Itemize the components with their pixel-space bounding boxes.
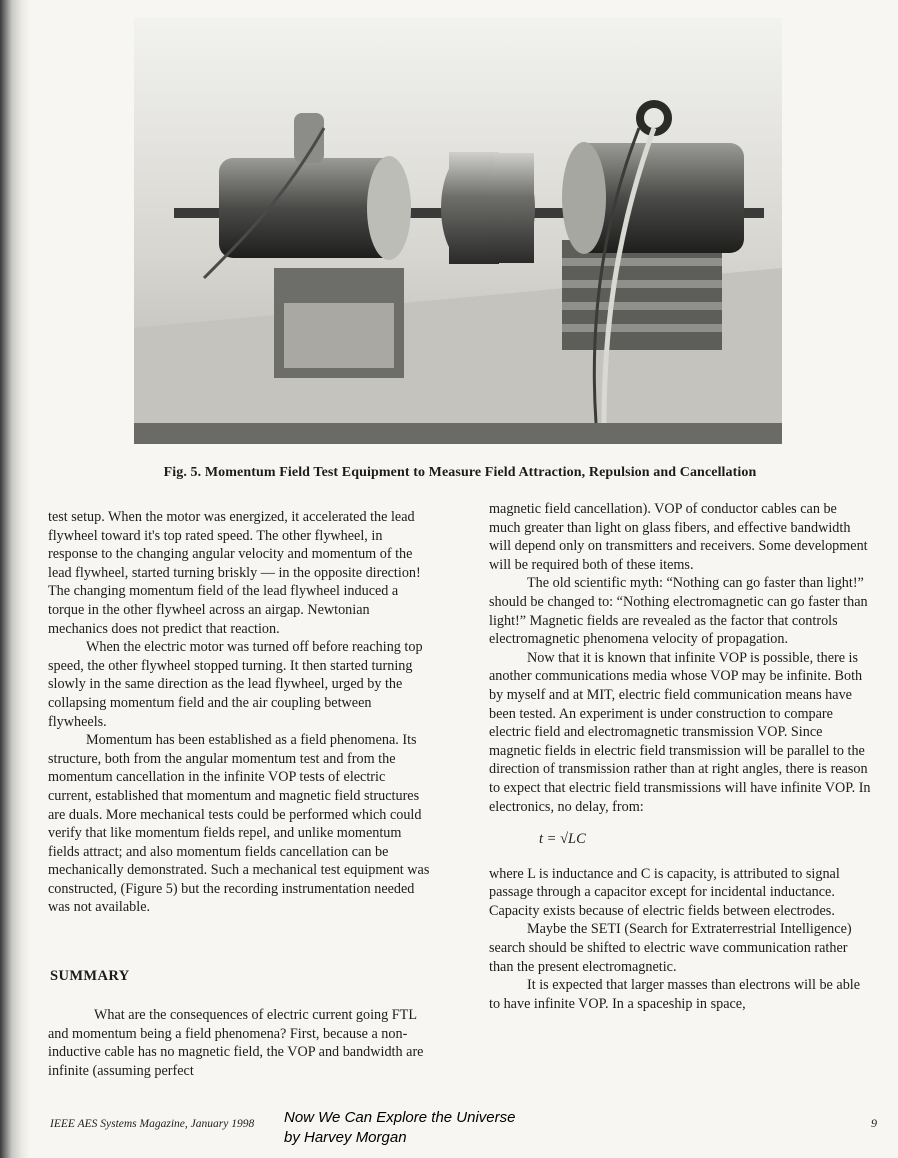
right-paragraph-6: It is expected that larger masses than electrons will be able to have infinite VOP. In a spaceship in space, xyxy=(489,977,861,1012)
page-number: 9 xyxy=(871,1116,877,1130)
right-paragraph-4: where L is inductance and C is capacity, is attributed to signal passage through a capacitor except for incidental inductance. Capacity exists because of electric fields between electrodes. xyxy=(489,865,840,919)
right-paragraph-1: magnetic field cancellation). VOP of conductor cables can be much greater than light on glass fibers, and effective bandwidth will depend only on transmitters and receivers. Some development will be required both of these items. xyxy=(489,501,868,573)
right-paragraph-5: Maybe the SETI (Search for Extraterrestrial Intelligence) search should be shifted to electric wave communication rather than the present electromagnetic. xyxy=(489,921,852,975)
summary-body xyxy=(48,1006,432,1080)
article-title: Now We Can Explore the Universe xyxy=(284,1109,516,1126)
figure-photo xyxy=(134,18,782,444)
test-equipment-photo xyxy=(134,18,782,444)
left-paragraph-3: Momentum has been established as a field phenomena. Its structure, both from the angular momentum test and from the momentum cancellation in the infinite VOP tests of electric current, established that momentum and magnetic field structures are duals. More mechanical tests could be performed which could verify that like momentum fields repel, and unlike momentum fields attract; and also momentum fields cancellation can be mechanically demonstrated. Such a mechanical test equipment was constructed, (Figure 5) but the recording instrumentation needed was not available. xyxy=(48,732,430,916)
article-author: by Harvey Morgan xyxy=(284,1129,407,1146)
left-column xyxy=(48,508,432,917)
left-paragraph-1: test setup. When the motor was energized, it accelerated the lead flywheel toward it's top rated speed. The other flywheel, in response to the changing angular velocity and momentum of the lead flywheel, started turning briskly — in the opposite direction! The changing momentum field of the lead flywheel induced a torque in the other flywheel across an airgap. Newtonian mechanics does not predict that reaction. xyxy=(48,509,421,637)
right-paragraph-3: Now that it is known that infinite VOP is possible, there is another communications media whose VOP may be infinite. Both by myself and at MIT, electric field communication means have been tested. An experiment is under construction to compare electric field and electromagnetic transmission VOP. Since magnetic fields in electric field transmission will be parallel to the direction of transmission rather than at right angles, there is reason to expect that electric field transmissions will have infinite VOP. In electronics, no delay, from: xyxy=(489,649,871,815)
article-title-overlay xyxy=(284,1108,516,1148)
figure-caption: Fig. 5. Momentum Field Test Equipment to Measure Field Attraction, Repulsion and Cancellation xyxy=(163,465,757,480)
formula: t = √LC xyxy=(539,831,586,848)
summary-heading: SUMMARY xyxy=(50,968,130,984)
left-paragraph-2: When the electric motor was turned off before reaching top speed, the other flywheel stopped turning. It then started turning slowly in the same direction as the lead flywheel, urged by the collapsing momentum field and the air coupling between flywheels. xyxy=(48,639,423,730)
summary-paragraph: What are the consequences of electric current going FTL and momentum being a field phenomena? First, because a non-inductive cable has no magnetic field, the VOP and bandwidth are infinite (assuming perfect xyxy=(48,1007,424,1079)
page-binding-shadow xyxy=(0,0,30,1158)
journal-footer: IEEE AES Systems Magazine, January 1998 xyxy=(50,1118,255,1130)
right-paragraph-2: The old scientific myth: “Nothing can go faster than light!” should be changed to: “Nothing electromagnetic can go faster than light!” Magnetic fields are revealed as the factor that controls electromagnetic phenomena velocity of propagation. xyxy=(489,575,868,648)
right-column xyxy=(489,500,871,1013)
